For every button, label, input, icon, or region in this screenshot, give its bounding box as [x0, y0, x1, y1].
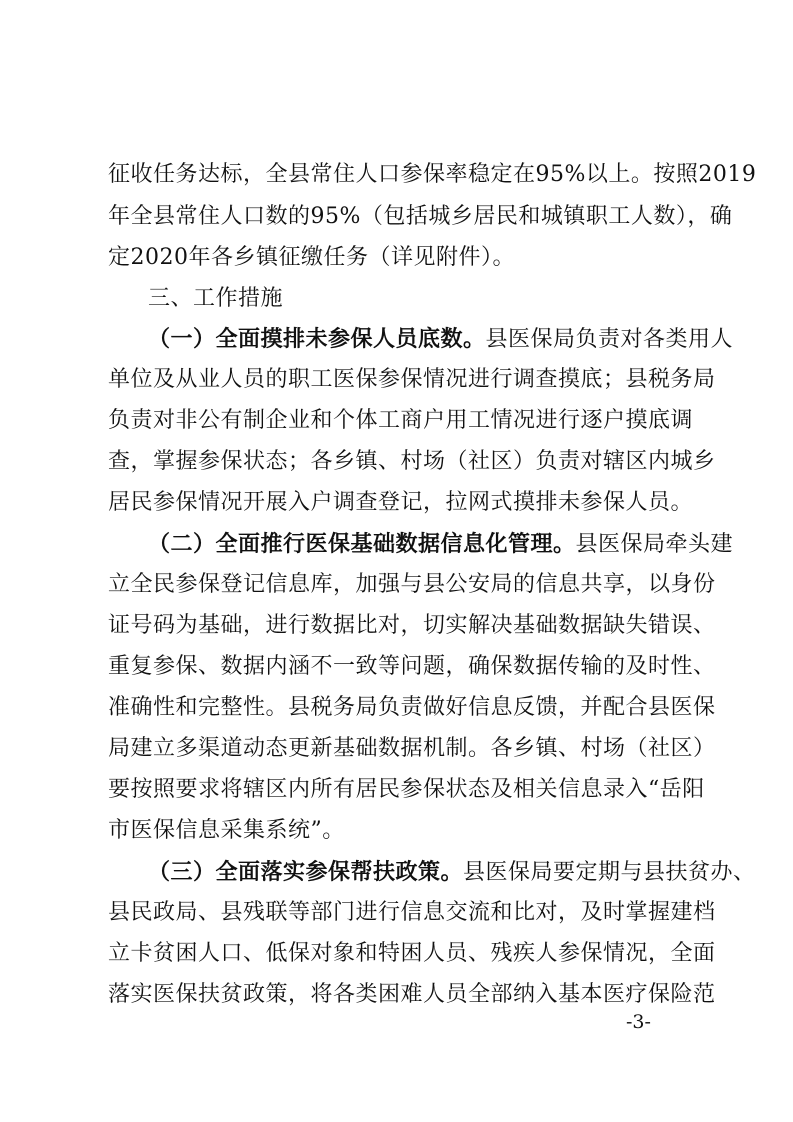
- paragraph-line: 年全县常住人口数的95%（包括城乡居民和城镇职工人数），确: [108, 204, 733, 229]
- paragraph-line: 市医保信息采集系统”。: [108, 818, 345, 843]
- paragraph-line: 要按照要求将辖区内所有居民参保状态及相关信息录入“岳阳: [108, 777, 705, 802]
- item-first-line: [148, 324, 733, 355]
- paragraph-line: 证号码为基础，进行数据比对，切实解决基础数据缺失错误、: [108, 613, 716, 638]
- item-title: （一）全面摸排未参保人员底数。: [148, 326, 486, 352]
- paragraph-line: 准确性和完整性。县税务局负责做好信息反馈，并配合县医保: [108, 695, 716, 720]
- paragraph-line: 重复参保、数据内涵不一致等问题，确保数据传输的及时性、: [108, 654, 716, 679]
- paragraph-line: 落实医保扶贫政策，将各类困难人员全部纳入基本医疗保险范: [108, 982, 716, 1007]
- paragraph-line: 负责对非公有制企业和个体工商户用工情况进行逐户摸底调: [108, 408, 694, 433]
- item-text: 县医保局牵头建: [575, 532, 734, 557]
- paragraph-line: 单位及从业人员的职工医保参保情况进行调查摸底；县税务局: [108, 367, 716, 392]
- item-text: 县医保局负责对各类用人: [485, 327, 734, 352]
- item-title: （二）全面推行医保基础数据信息化管理。: [148, 531, 576, 557]
- paragraph-line: 县民政局、县残联等部门进行信息交流和比对，及时掌握建档: [108, 900, 716, 925]
- item-first-line: [148, 857, 756, 888]
- paragraph-line: 居民参保情况开展入户调查登记，拉网式摸排未参保人员。: [108, 490, 694, 515]
- paragraph-line: 定2020年各乡镇征缴任务（详见附件）。: [108, 245, 515, 270]
- paragraph-line: 征收任务达标，全县常住人口参保率稳定在95%以上。按照2019: [108, 162, 757, 187]
- paragraph-line: 立全民参保登记信息库，加强与县公安局的信息共享，以身份: [108, 572, 716, 597]
- section-heading: 三、工作措施: [148, 286, 284, 311]
- item-title: （三）全面落实参保帮扶政策。: [148, 859, 464, 885]
- item-text: 县医保局要定期与县扶贫办、: [463, 860, 756, 885]
- paragraph-line: 查，掌握参保状态；各乡镇、村场（社区）负责对辖区内城乡: [108, 449, 716, 474]
- paragraph-line: 局建立多渠道动态更新基础数据机制。各乡镇、村场（社区）: [108, 736, 716, 761]
- page-number: -3-: [626, 1011, 651, 1033]
- paragraph-line: 立卡贫困人口、低保对象和特困人员、残疾人参保情况，全面: [108, 941, 716, 966]
- item-first-line: [148, 529, 733, 560]
